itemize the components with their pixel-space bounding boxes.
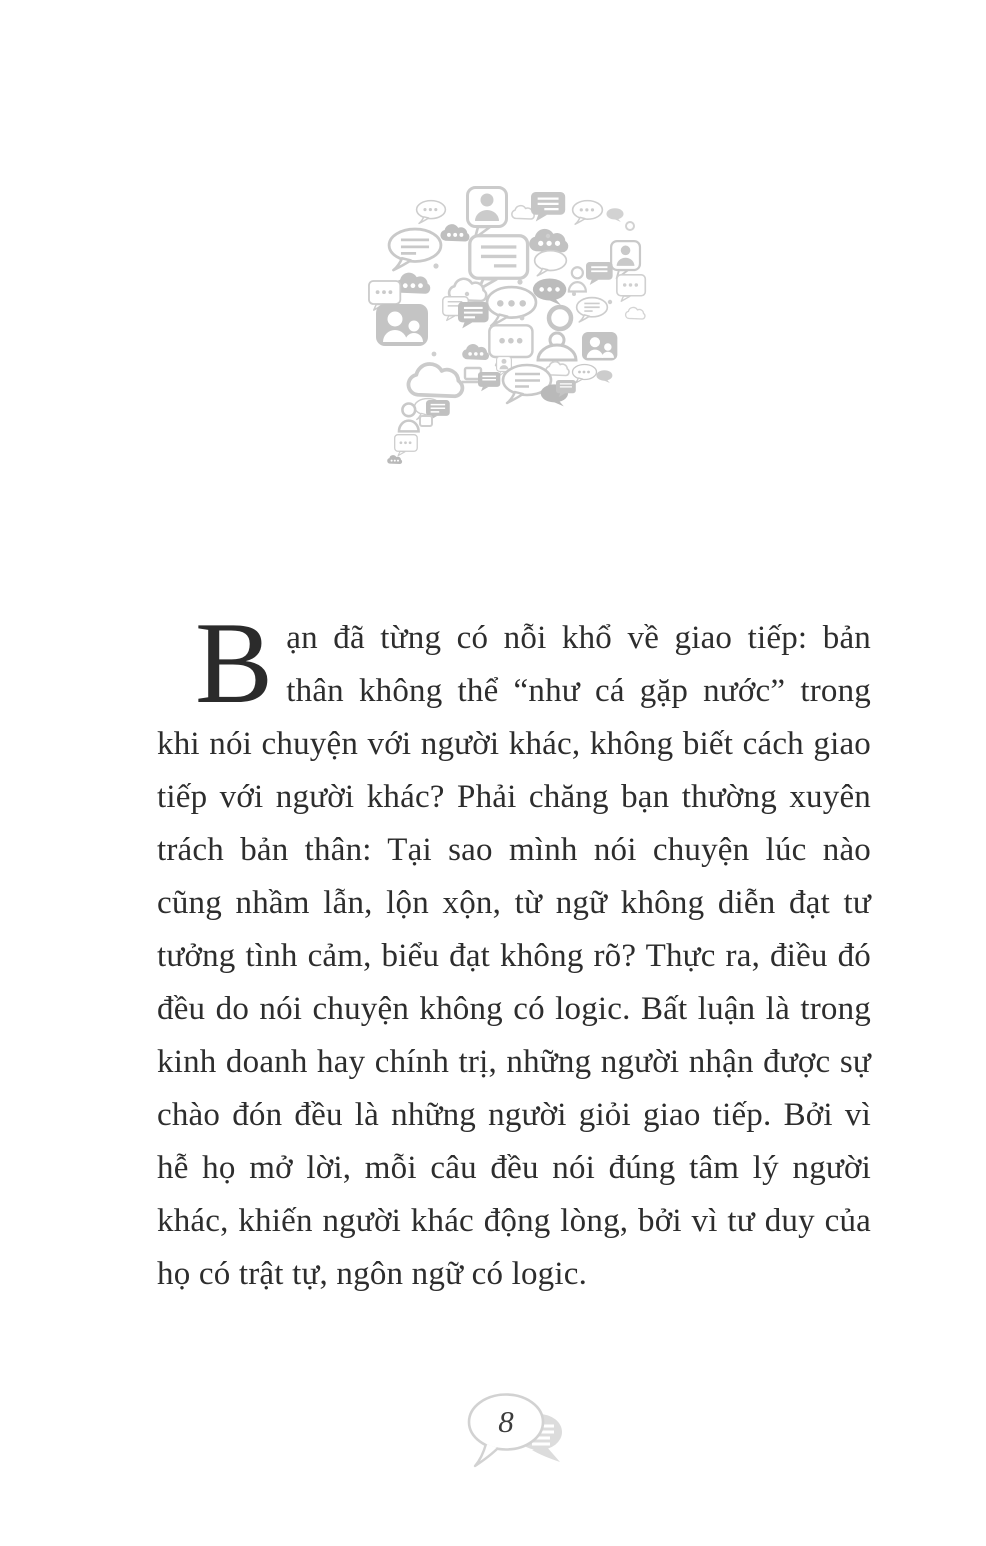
speech-bubble-collage-illustration [368, 184, 660, 468]
page-number: 8 [498, 1404, 514, 1439]
drop-cap: B [195, 599, 274, 728]
page-number-badge [462, 1392, 574, 1478]
speech-bubble-collage-icon [368, 184, 660, 468]
paragraph-text: ạn đã từng có nỗi khổ về giao tiếp: bản thân không thể “như cá gặp nước” trong khi nói chuyện với người khác, không biết cách giao tiếp với người khác? Phải chăng bạn thường xuyên trách bản thân: Tại sao mình nói chuyện lúc nào cũng nhầm lẫn, lộn xộn, từ ngữ không diễn đạt tư tưởng tình cảm, biểu đạt không rõ? Thực ra, điều đó đều do nói chuyện không có logic. Bất luận là trong kinh doanh hay chính trị, những người nhận được sự chào đón đều là những người giỏi giao tiếp. Bởi vì hễ họ mở lời, mỗi câu đều nói đúng tâm lý người khác, khiến người khác động lòng, bởi vì tư duy của họ có trật tự, ngôn ngữ có logic. [157, 620, 871, 1292]
body-paragraph [157, 599, 871, 1301]
